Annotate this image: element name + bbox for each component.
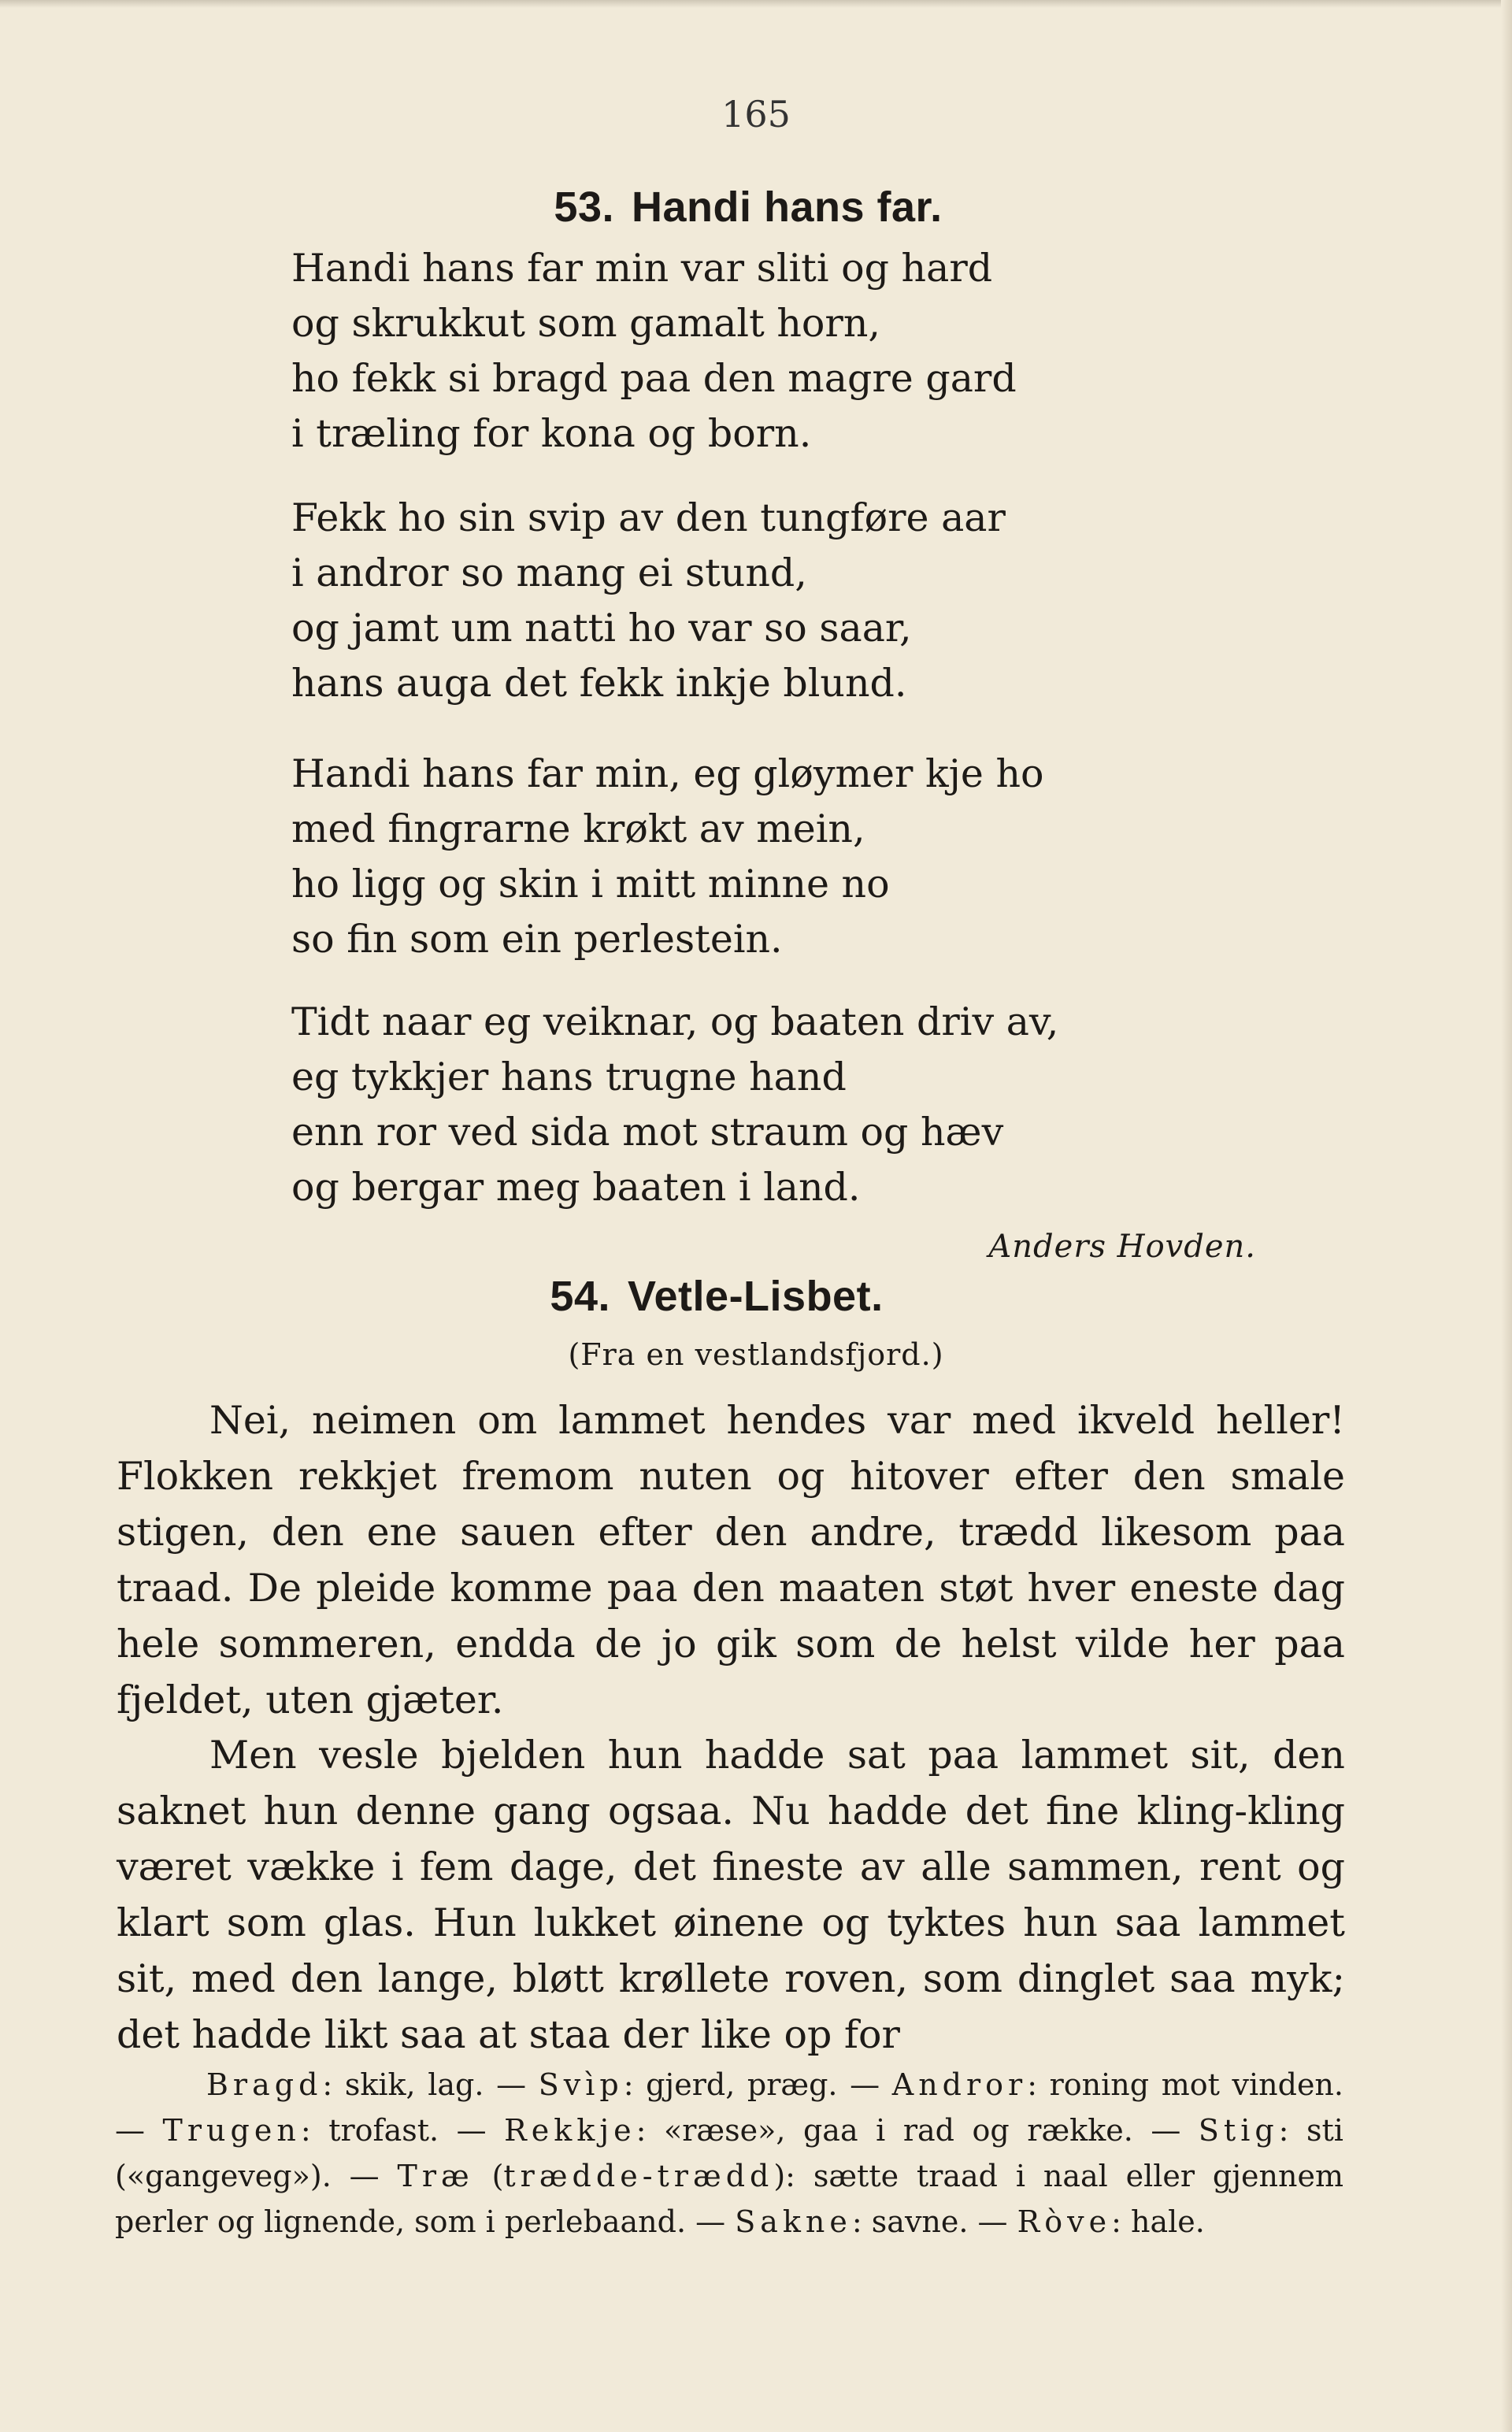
footnote-term: Trugen	[162, 2113, 301, 2148]
poem-stanza-2	[291, 491, 1006, 711]
footnotes: Bragd: skik, lag. — Svìp: gjerd, præg. — Andror: roning mot vinden. — Trugen: trofast. — Rekkje: «ræse», gaa i rad og række. — Stig: sti («gangeveg»). — Træ (trædde-trædd): sætte traad i naal eller gjennem perler og lignende, som i perlebaand. — Sakne: savne. — Ròve: hale.	[115, 2067, 1343, 2239]
poem-line: og jamt um natti ho var so saar,	[291, 606, 912, 651]
poem-stanza-3	[291, 747, 1044, 967]
story-title: Vetle-Lisbet.	[627, 1273, 884, 1320]
footnote-term: Ròve	[1017, 2204, 1112, 2239]
poem-line: og skrukkut som gamalt horn,	[291, 301, 880, 346]
poem-line: so fin som ein perlestein.	[291, 917, 783, 962]
footnote-def: skik, lag.	[344, 2067, 484, 2102]
page-top-edge	[0, 0, 1512, 8]
footnote-def: savne.	[871, 2204, 969, 2239]
poem-author: Anders Hovden.	[988, 1229, 1256, 1265]
poem-line: ho fekk si bragd paa den magre gard	[291, 356, 1017, 401]
footnote-def: sti («gangeveg»).	[115, 2113, 1343, 2193]
story-subtitle: (Fra en vestlandsfjord.)	[568, 1337, 944, 1372]
footnote-term-extra: trædde-trædd	[503, 2159, 774, 2193]
footnote-def: «ræse», gaa i rad og række.	[663, 2113, 1133, 2148]
footnote-term: Andror	[891, 2067, 1028, 2102]
footnote-def: roning mot vinden.	[1049, 2067, 1343, 2102]
story-paragraph-1	[117, 1392, 1345, 1728]
page-right-edge	[1501, 0, 1512, 2432]
poem-line: enn ror ved sida mot straum og hæv	[291, 1110, 1004, 1155]
poem-line: i andror so mang ei stund,	[291, 551, 807, 595]
poem-line: og bergar meg baaten i land.	[291, 1165, 861, 1210]
page-number: 165	[721, 93, 791, 135]
poem-line: Fekk ho sin svip av den tungføre aar	[291, 495, 1006, 540]
footnote-def: sætte traad i naal eller gjennem perler og lignende, som i perlebaand.	[115, 2159, 1343, 2239]
footnote-term: Træ	[397, 2159, 474, 2193]
story-number: 54.	[550, 1273, 610, 1320]
poem-line: eg tykkjer hans trugne hand	[291, 1055, 847, 1099]
footnote-term: Stig	[1198, 2113, 1279, 2148]
poem-number: 53.	[554, 184, 614, 231]
poem-stanza-4	[291, 995, 1058, 1215]
poem-line: hans auga det fekk inkje blund.	[291, 661, 907, 706]
story-paragraph-2	[117, 1727, 1345, 2063]
footnote-def: hale.	[1130, 2204, 1205, 2239]
poem-line: Tidt naar eg veiknar, og baaten driv av,	[291, 999, 1059, 1044]
footnote-def: trofast.	[328, 2113, 439, 2148]
poem-line: i træling for kona og born.	[291, 411, 812, 456]
footnote-term: Bragd	[206, 2067, 323, 2102]
footnote-term: Rekkje	[504, 2113, 636, 2148]
poem-title: Handi hans far.	[631, 184, 943, 231]
story-heading	[0, 1272, 1473, 1321]
poem-stanza-1	[291, 241, 1017, 462]
footnote-term: Sakne	[735, 2204, 852, 2239]
footnote-term: Svìp	[538, 2067, 624, 2102]
footnote-def: gjerd, præg.	[646, 2067, 838, 2102]
paragraph-text: Men vesle bjelden hun hadde sat paa lammet sit, den saknet hun denne gang ogsaa. Nu hadde det fine kling-kling været vække i fem dage, det fineste av alle sammen, rent og klart som glas. Hun lukket øinene og tyktes hun saa lammet sit, med den lange, bløtt krøllete roven, som dinglet saa myk; det hadde likt saa at staa der like op for	[117, 1733, 1345, 2057]
paragraph-text: Nei, neimen om lammet hendes var med ikveld heller! Flokken rekkjet fremom nuten og hitover efter den smale stigen, den ene sauen efter den andre, trædd likesom paa traad. De pleide komme paa den maaten støt hver eneste dag hele sommeren, endda de jo gik som de helst vilde her paa fjeldet, uten gjæter.	[117, 1398, 1345, 1722]
poem-line: ho ligg og skin i mitt minne no	[291, 862, 890, 906]
poem-heading	[0, 183, 1504, 232]
poem-line: med fingrarne krøkt av mein,	[291, 806, 865, 851]
poem-line: Handi hans far min var sliti og hard	[291, 246, 993, 291]
poem-line: Handi hans far min, eg gløymer kje ho	[291, 751, 1044, 796]
